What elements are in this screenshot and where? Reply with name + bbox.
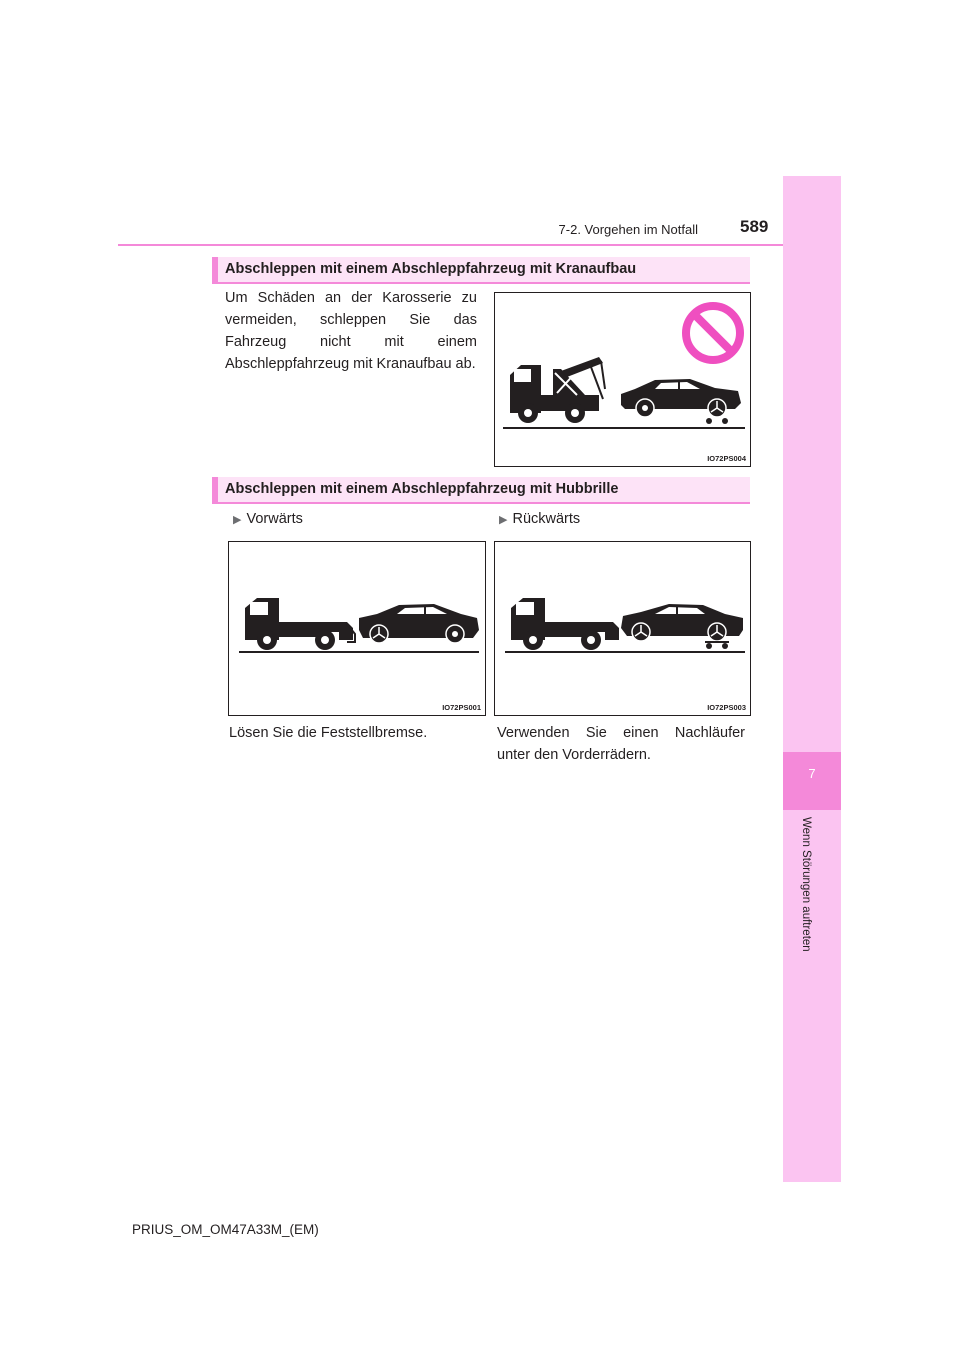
section-heading-wheel-lift — [212, 477, 750, 504]
tow-truck-crane-icon — [495, 293, 750, 466]
section-heading-text: Abschleppen mit einem Abschleppfahrzeug mit Kranaufbau — [225, 261, 637, 277]
figure-backward-tow — [494, 541, 751, 716]
bullet-label: Rückwärts — [512, 511, 581, 527]
bullet-backward — [499, 511, 580, 527]
car-icon — [621, 604, 743, 649]
figure-code: IO72PS004 — [707, 454, 746, 463]
bullet-forward — [233, 511, 303, 527]
header-divider — [118, 244, 783, 246]
bullet-triangle-icon: ▶ — [499, 514, 508, 526]
tow-truck-wheel-lift-icon — [229, 542, 485, 715]
section-heading-text: Abschleppen mit einem Abschleppfahrzeug mit Hubbrille — [225, 481, 619, 497]
page-number: 589 — [740, 217, 769, 236]
heading-accent-bar — [212, 257, 218, 284]
figure-code: IO72PS001 — [442, 703, 481, 712]
caption-backward: Verwenden Sie einen Nachläufer unter den Vorderrädern. — [497, 725, 745, 763]
bullet-triangle-icon: ▶ — [233, 514, 242, 526]
prohibition-icon — [686, 306, 740, 360]
heading-accent-bar — [212, 477, 218, 504]
bullet-label: Vorwärts — [246, 511, 303, 527]
section-heading-crane — [212, 257, 750, 284]
caption-forward: Lösen Sie die Feststellbremse. — [229, 725, 428, 741]
figure-code: IO72PS003 — [707, 703, 746, 712]
figure-crane-tow — [494, 292, 751, 467]
chapter-title: Wenn Störungen auftreten — [800, 817, 812, 952]
chapter-number: 7 — [808, 766, 816, 781]
footer-document-code: PRIUS_OM_OM47A33M_(EM) — [132, 1222, 319, 1237]
car-icon — [621, 379, 741, 424]
chapter-tab-active — [783, 752, 841, 810]
figure-forward-tow — [228, 541, 486, 716]
chapter-side-tab — [783, 176, 841, 1182]
header-section-title: 7-2. Vorgehen im Notfall — [558, 222, 698, 237]
section1-paragraph: Um Schäden an der Karosserie zu vermeiden, schleppen Sie das Fahrzeug nicht mit einem Abschleppfahrzeug mit Kranaufbau ab. — [225, 290, 477, 372]
car-icon — [359, 604, 479, 643]
tow-truck-wheel-lift-icon — [495, 542, 750, 715]
